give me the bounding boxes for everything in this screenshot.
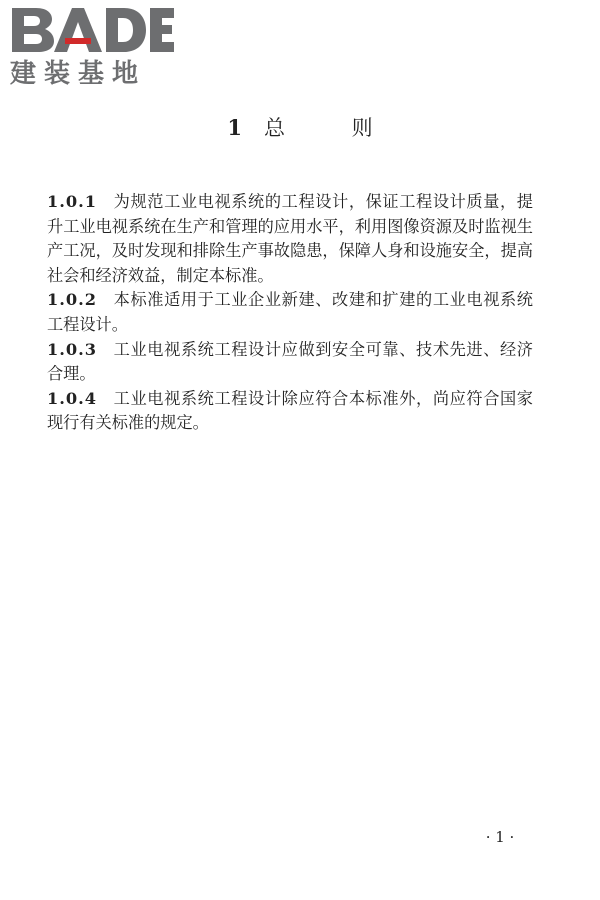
clause-1-0-3 [47, 338, 533, 387]
clause-text: 为规范工业电视系统的工程设计，保证工程设计质量，提升工业电视系统在生产和管理的应用水平，利用图像资源及时监视生产工况，及时发现和排除生产事故隐患，保障人身和设施安全，提高社会和经济效益，制定本标准。 [47, 192, 533, 285]
clause-text: 本标准适用于工业企业新建、改建和扩建的工业电视系统工程设计。 [47, 290, 533, 334]
page-number: · 1 · [485, 828, 515, 846]
clause-text: 工业电视系统工程设计应做到安全可靠、技术先进、经济合理。 [47, 339, 533, 384]
chapter-title: 总 则 [263, 116, 403, 140]
clause-number: 1.0.1 [47, 192, 98, 211]
clause-list [47, 190, 533, 436]
clause-1-0-4 [47, 387, 533, 436]
clause-number: 1.0.3 [47, 339, 98, 359]
clause-number: 1.0.4 [47, 388, 98, 408]
chapter-heading [0, 114, 600, 142]
chapter-number: 1 [227, 115, 242, 140]
clause-1-0-2 [47, 288, 533, 337]
logo-subtitle: 建装基地 [10, 59, 147, 89]
clause-1-0-1 [47, 190, 533, 288]
clause-number: 1.0.2 [47, 290, 98, 310]
bade-logo [10, 6, 174, 90]
clause-text: 工业电视系统工程设计除应符合本标准外，尚应符合国家现行有关标准的规定。 [47, 388, 533, 433]
bade-wordmark-logo [10, 6, 174, 54]
